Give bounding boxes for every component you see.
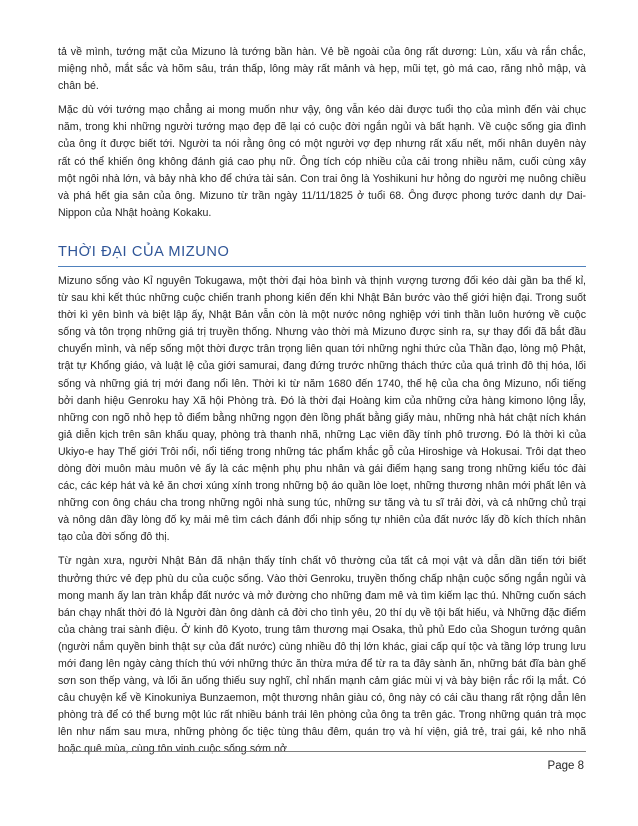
footer-rule xyxy=(58,751,586,752)
page-number: Page 8 xyxy=(547,760,584,772)
heading-underline xyxy=(58,266,586,267)
paragraph-family-life: Mặc dù với tướng mạo chẳng ai mong muốn như vậy, ông vẫn kéo dài được tuổi thọ của mình đến vài chục năm, trong khi những người tướng mạo đẹp đẽ lại có cuộc đời ngắn ngủi và bất hạnh. Về cuộc sống gia đình của ông ít được biết tới. Người ta nói rằng ông có một người vợ đẹp nhưng rất xấu nết, mối nhân duyên này rất có thể khiến ông không đánh giá cao phụ nữ. Ông tích cóp nhiều của cải trong nhiều năm, cuối cùng xây một ngôi nhà lớn, và bảy nhà kho để chứa tài sản. Con trai ông là Yoshikuni hư hỏng do người mẹ nuông chiều và phá hết gia sản của ông. Mizuno từ trần ngày 11/11/1825 ở tuổi 68. Ông được phong tước danh dự Dai-Nippon của Nhật hoàng Kokaku. xyxy=(58,104,586,219)
paragraph-intro-end: tả về mình, tướng mặt của Mizuno là tướng bần hàn. Vẻ bề ngoài của ông rất dương: Lùn, xấu và rắn chắc, miệng nhỏ, mắt sắc và hõm sâu, trán thấp, lông mày rất mảnh và hẹp, mũi tẹt, gò má cao, răng nhỏ mập, và chân bé. xyxy=(58,46,586,93)
paragraph-tokugawa-era: Mizuno sống vào Kỉ nguyên Tokugawa, một thời đại hòa bình và thịnh vượng tương đối kéo dài gần ba thế kỉ, từ sau khi kết thúc những cuộc chiến tranh phong kiến đến khi Nhật Bản bước vào thế giới hiện đại. Trong suốt thời kì yên bình và biệt lập ấy, Nhật Bản vẫn còn là một nước nông nghiệp với tinh thần luôn hướng về cuộc sống và tôn trọng những giá trị truyền thống. Nhưng vào thời mà Mizuno được sinh ra, sự thay đổi đã bắt đầu chuyển mình, và nếp sống một thời được trân trọng liên quan tới những nghi thức của Thần đạo, lòng mộ Phật, trật tự Khổng giáo, và luật lệ của giới samurai, đang đứng trước những thách thức của quá trình đô thị hóa, lối sống và những giá trị mới đang nổi lên. Thời kì từ năm 1680 đến 1740, thế hệ của cha ông Mizuno, nổi tiếng bởi danh hiệu Genroku hay Xã hội Phòng trà. Đó là thời đại Hoàng kim của những cửa hàng kimono lộng lẫy, những con ngõ nhỏ hẹp tỏ điểm bằng những ngọn đèn lồng phất bằng giấy màu, những nhà hát chật ních khán giả diễn kịch trên sân khấu quay, phòng trà thanh nhã, những Lạc viên đầy tính phô trương. Đó là thời kì của Ukiyo-e hay Thế giới Trôi nổi, nổi tiếng trong những tác phẩm khắc gỗ của Hiroshige và Hokusai. Trôi dạt theo dòng đời muôn màu muôn vẻ ấy là các mệnh phụ phu nhân và gái điếm hạng sang trong những kiểu tóc đài các, các kép hát và kẻ ăn chơi xúng xính trong những bộ áo quần lòe loẹt, những thương nhân mới phất lên và những con ông cháu cha trong những ngôi nhà sung túc, những sư tăng và tu sĩ trải đời, và cả những chủ trại và nông dân đầy lòng đố kỵ mải mê tìm cách đánh đổi nhịp sống tự nhiên của đất nước lấy đồ kích thích nhân tạo của đời sống đô thị. xyxy=(58,274,586,544)
paragraph-genroku-culture: Từ ngàn xưa, người Nhật Bản đã nhận thấy tính chất vô thường của tất cả mọi vật và dẫn dần tiến tới biết thưởng thức vẻ đẹp phù du của cuộc sống. Vào thời Genroku, truyền thống chấp nhận cuộc sống ngắn ngủi và mong manh ấy lan tràn khắp đất nước và mở đường cho những đam mê và tìm kiếm lạc thú. Những cuốn sách bán chạy nhất thời đó là Người đàn ông dành cả đời cho tình yêu, 20 thí dụ về tội bất hiếu, và Những đặc điểm của chàng trai sành điệu. Ở kinh đô Kyoto, trung tâm thương mại Osaka, thủ phủ Edo của Shogun tướng quân (người nắm quyền binh thật sự của đất nước) cùng nhiều đô thị lớn khác, giai cấp quí tộc và tầng lớp trung lưu mới đang lên ngày càng thích thú với những thức ăn thừa mứa để từ ra ta đây sành ăn, những bát đĩa bàn ghế sơn son thếp vàng, và lối ăn uống thiếu suy nghĩ, chỉ nhấn mạnh cảm giác mùi vị và bày biện rắc rối lạ mắt. Có câu chuyện kể về Kinokuniya Bunzaemon, một thương nhân giàu có, ông này có cái cầu thang rất rộng dẫn lên phòng trà để có thể bưng một lúc rất nhiều bánh trái lên phòng của ông ta trên gác. Trong những quán trà mọc lên như nấm sau mưa, những phòng ốc tiệc tùng thâu đêm, quán trọ và hí viện, giả trẻ, trai gái, kẻ nho nhã hoặc quê mùa, cùng tôn vinh cuộc sống sớm nở xyxy=(58,555,586,756)
section-heading: THỜI ĐẠI CỦA MIZUNO xyxy=(58,243,230,260)
